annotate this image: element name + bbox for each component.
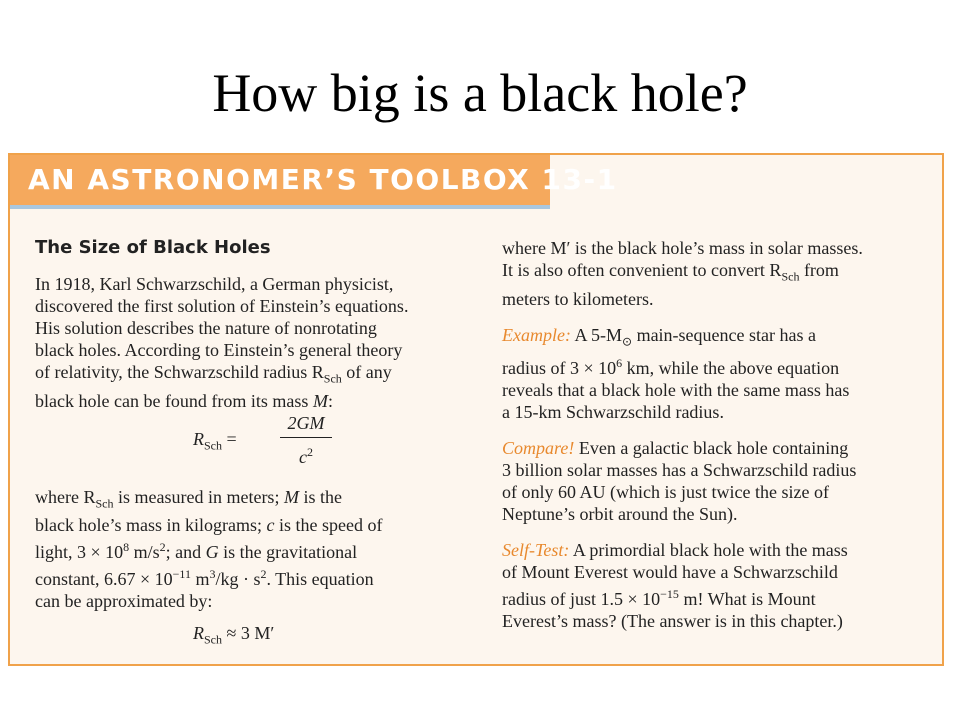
example-line (502, 352, 922, 379)
superscript: 3 (209, 567, 216, 582)
spacer (502, 310, 922, 324)
toolbox-panel (8, 153, 944, 666)
paragraph-line: His solution describes the nature of nonrotating (35, 318, 377, 338)
compare-line: Neptune’s orbit around the Sun). (502, 504, 738, 525)
superscript: 2 (159, 540, 166, 555)
compare-line (502, 437, 922, 459)
text-run: : (327, 390, 333, 411)
paragraph-line: black holes. According to Einstein’s general theory (35, 340, 403, 360)
paragraph-line (35, 563, 480, 590)
paragraph-line (35, 514, 480, 536)
text-run: It is also often convenient to convert R (502, 260, 782, 280)
left-column (35, 237, 480, 651)
text-run: black hole’s mass in kilograms; (35, 515, 267, 536)
equation-fraction (280, 412, 332, 468)
text-run: km, while the above equation (622, 358, 840, 379)
solar-symbol: ⊙ (622, 334, 633, 349)
paragraph-line: meters to kilometers. (502, 288, 654, 309)
compare-line: of only 60 AU (which is just twice the size of (502, 482, 829, 503)
toolbox-banner (10, 155, 618, 209)
banner-title: AN ASTRONOMER’S TOOLBOX 13-1 (28, 163, 618, 196)
subscript: Sch (204, 438, 222, 453)
subscript: Sch (95, 496, 114, 511)
text-run: radius of 3 × 10 (502, 358, 617, 379)
equals-sign: = (222, 428, 237, 449)
symbol: M (312, 390, 328, 411)
text-run: Even a galactic black hole containing (578, 438, 849, 459)
text-run: A primordial black hole with the mass (572, 540, 848, 561)
text-run: m (190, 569, 210, 590)
numerator: 2GM (287, 412, 325, 433)
fraction-bar (280, 437, 332, 438)
text-run: m! What is Mount (678, 589, 816, 610)
paragraph-line: discovered the first solution of Einstein’s equations. (35, 296, 409, 316)
compare-line: 3 billion solar masses has a Schwarzschild radius (502, 460, 857, 481)
selftest-line (502, 539, 922, 561)
selftest-line: Everest’s mass? (The answer is in this chapter.) (502, 611, 843, 632)
compare-label: Compare! (502, 438, 575, 459)
symbol: c (266, 515, 275, 536)
text-run: m/s (129, 542, 160, 563)
text-run: from (799, 260, 839, 280)
symbol: R (193, 623, 204, 644)
section-heading: The Size of Black Holes (35, 237, 271, 258)
text-run: is the (298, 486, 342, 507)
text-run: is measured in meters; (113, 486, 284, 507)
paragraph-line (35, 486, 480, 515)
spacer (502, 423, 922, 437)
text-run: of any (341, 362, 392, 382)
selftest-label: Self-Test: (502, 540, 570, 561)
paragraph-line (35, 361, 480, 390)
example-label: Example: (502, 324, 571, 345)
text-run: ≈ 3 M′ (222, 623, 275, 644)
spacer (502, 525, 922, 539)
superscript: 2 (307, 444, 313, 459)
schwarzschild-equation (35, 412, 480, 486)
paragraph-line: where M′ is the black hole’s mass in solar masses. (502, 238, 863, 258)
example-line: reveals that a black hole with the same mass has (502, 380, 850, 401)
text-run: is the speed of (274, 515, 383, 536)
text-run: of relativity, the Schwarzschild radius R (35, 362, 324, 382)
symbol: M (283, 486, 299, 507)
approximation-equation (35, 622, 480, 651)
subscript: Sch (204, 632, 222, 647)
paragraph-line: can be approximated by: (35, 591, 213, 612)
text-run: is the gravitational (218, 542, 358, 563)
text-run: radius of just 1.5 × 10 (502, 589, 661, 610)
superscript: 6 (616, 356, 623, 371)
paragraph-line: In 1918, Karl Schwarzschild, a German physicist, (35, 274, 394, 294)
text-run: . This equation (266, 569, 374, 590)
example-line: a 15-km Schwarzschild radius. (502, 402, 724, 423)
text-run: ; and (165, 542, 206, 563)
symbol: G (205, 542, 219, 563)
paragraph-line (35, 536, 480, 563)
selftest-line (502, 583, 922, 610)
text-run: /kg · s (215, 569, 261, 590)
text-run: main-sequence star has a (632, 324, 816, 345)
symbol: c (299, 446, 307, 467)
superscript: 2 (260, 567, 267, 582)
subscript: Sch (781, 269, 800, 284)
text-run: light, 3 × 10 (35, 542, 124, 563)
denominator (299, 444, 313, 467)
text-run: where R (35, 486, 96, 507)
text-run: A 5-M (574, 324, 622, 345)
example-line (502, 324, 922, 353)
symbol: R (193, 428, 204, 449)
slide-title: How big is a black hole? (212, 63, 748, 123)
superscript: −15 (660, 587, 679, 602)
text-run: black hole can be found from its mass (35, 390, 313, 411)
superscript: −11 (172, 567, 191, 582)
text-run: constant, 6.67 × 10 (35, 569, 173, 590)
paragraph-line (35, 390, 480, 412)
paragraph-line (502, 259, 922, 288)
superscript: 8 (123, 540, 130, 555)
right-column (502, 237, 922, 632)
selftest-line: of Mount Everest would have a Schwarzschild (502, 562, 838, 583)
equation-lhs (193, 428, 237, 457)
subscript: Sch (323, 371, 342, 386)
